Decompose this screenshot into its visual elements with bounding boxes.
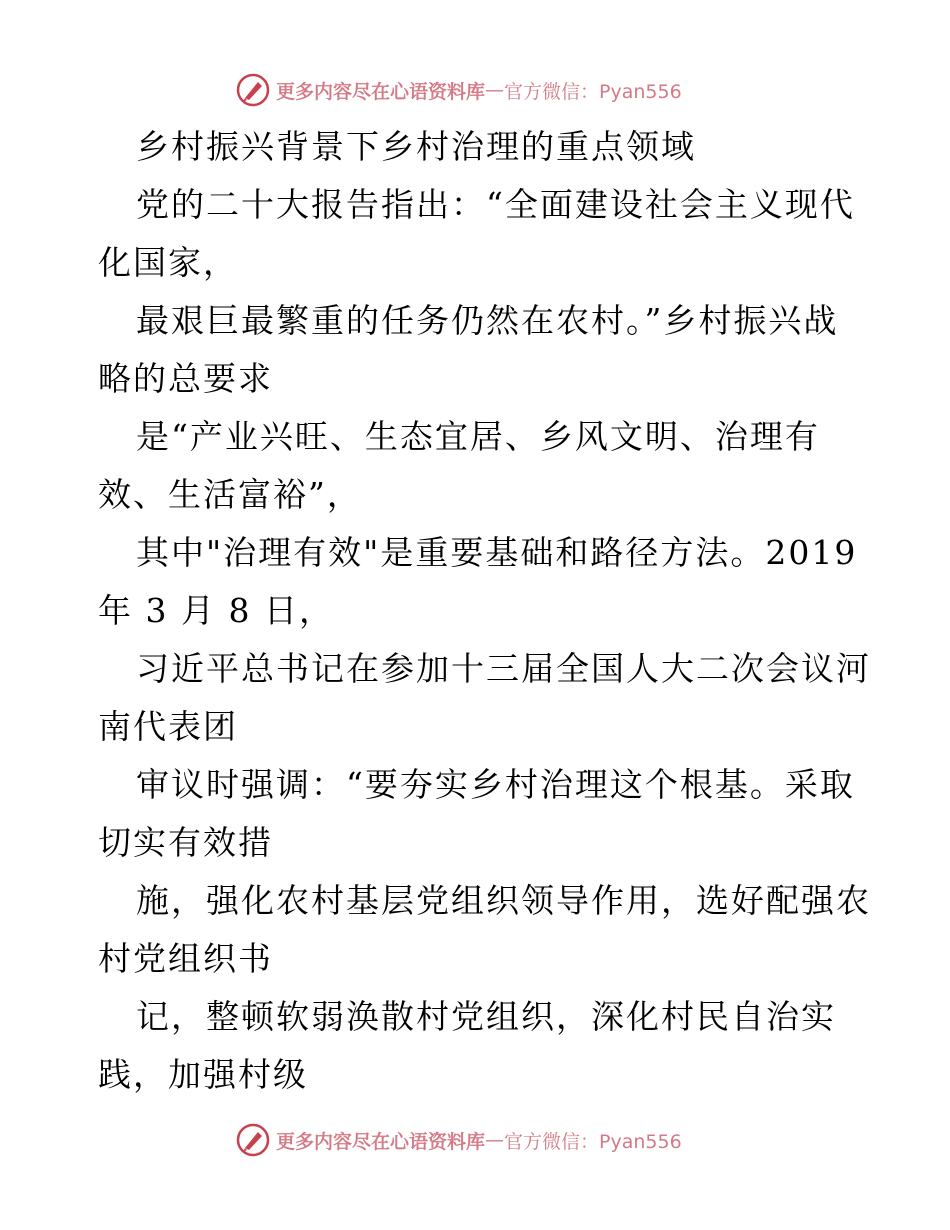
paragraph-line: 效、生活富裕”， [98,475,362,514]
paragraph-line: 习近平总书记在参加十三届全国人大二次会议河 [136,649,871,688]
paragraph-line: 南代表团 [98,707,238,746]
paragraph-line: 略的总要求 [98,359,273,398]
paragraph-line: 践，加强村级 [98,1055,308,1094]
watermark-text: 更多内容尽在心语资料库 [276,1130,486,1153]
paragraph-line: 化国家， [98,243,238,282]
paragraph-line: 年 3 月 8 日， [98,591,334,630]
watermark-separator: — [485,1129,505,1151]
watermark-wechat: 官方微信：Pyan556 [504,80,682,103]
watermark-text: 更多内容尽在心语资料库 [276,80,486,103]
document-body [98,118,871,1104]
paragraph-line: 切实有效措 [98,823,273,862]
footer-watermark [236,1122,682,1158]
pen-logo-icon [236,73,270,107]
paragraph-line: 党的二十大报告指出：“全面建设社会主义现代 [136,185,855,224]
header-watermark [236,72,682,108]
paragraph-line: 最艰巨最繁重的任务仍然在农村。”乡村振兴战 [136,301,839,340]
watermark-wechat: 官方微信：Pyan556 [504,1130,682,1153]
paragraph-line: 是“产业兴旺、生态宜居、乡风文明、治理有 [136,417,820,456]
watermark-separator: — [485,79,505,101]
paragraph-line: 其中"治理有效"是重要基础和路径方法。2019 [136,533,858,572]
paragraph-line: 村党组织书 [98,939,273,978]
paragraph-line: 施，强化农村基层党组织领导作用，选好配强农 [136,881,871,920]
document-title: 乡村振兴背景下乡村治理的重点领域 [136,127,696,166]
paragraph-line: 记，整顿软弱涣散村党组织，深化村民自治实 [136,997,836,1036]
pen-logo-icon [236,1123,270,1157]
paragraph-line: 审议时强调：“要夯实乡村治理这个根基。采取 [136,765,855,804]
